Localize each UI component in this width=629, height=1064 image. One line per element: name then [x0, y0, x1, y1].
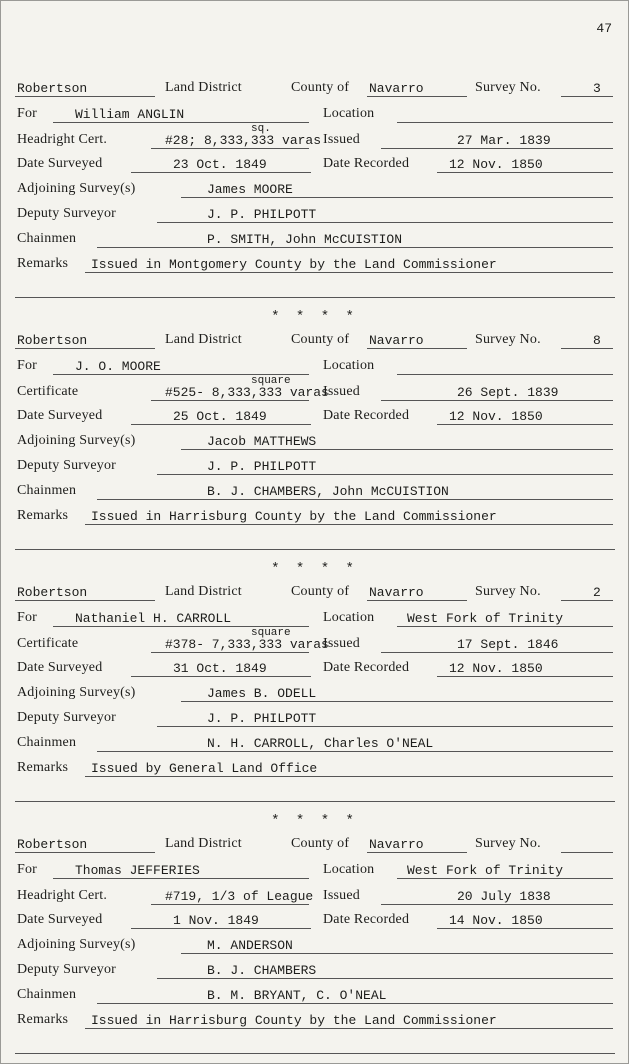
district-underline [15, 600, 155, 601]
adjoining-row [1, 178, 628, 200]
chainmen-label: Chainmen [17, 231, 77, 246]
issued-value: 27 Mar. 1839 [457, 133, 551, 148]
deputy-value: J. P. PHILPOTT [207, 207, 317, 222]
adjoining-underline [181, 449, 613, 450]
date-recorded-label: Date Recorded [323, 660, 410, 675]
survey-record [1, 329, 628, 549]
location-underline [397, 878, 613, 879]
remarks-row [1, 1009, 628, 1031]
county-value: Navarro [369, 81, 424, 96]
remarks-underline [85, 776, 613, 777]
remarks-row [1, 757, 628, 779]
date-surveyed-label: Date Surveyed [17, 912, 103, 927]
issued-value: 20 July 1838 [457, 889, 551, 904]
deputy-value: B. J. CHAMBERS [207, 963, 317, 978]
certificate-label: Headright Cert. [17, 888, 108, 903]
deputy-underline [157, 474, 613, 475]
issued-label: Issued [323, 132, 360, 147]
issued-label: Issued [323, 888, 360, 903]
recorded-underline [437, 424, 613, 425]
grantee-row [1, 355, 628, 377]
location-value: West Fork of Trinity [407, 863, 564, 878]
land-district-label: Land District [165, 332, 242, 347]
certificate-value: #525- 8,333,333 varas [165, 385, 329, 400]
dates-row [1, 657, 628, 679]
date-surveyed-label: Date Surveyed [17, 660, 103, 675]
deputy-underline [157, 222, 613, 223]
remarks-underline [85, 1028, 613, 1029]
deputy-value: J. P. PHILPOTT [207, 711, 317, 726]
grantee-value: William ANGLIN [75, 107, 185, 122]
county-of-label: County of [291, 584, 350, 599]
issued-underline [381, 148, 613, 149]
county-underline [367, 852, 467, 853]
survey-no-value: 3 [593, 81, 601, 96]
county-underline [367, 96, 467, 97]
district-value: Robertson [17, 585, 88, 600]
county-value: Navarro [369, 837, 424, 852]
date-recorded-label: Date Recorded [323, 408, 410, 423]
survey-record [1, 581, 628, 801]
survey-record [1, 77, 628, 297]
adjoining-row [1, 682, 628, 704]
grantee-value: Thomas JEFFERIES [75, 863, 200, 878]
location-underline [397, 122, 613, 123]
blank-rule [15, 801, 615, 802]
issued-underline [381, 652, 613, 653]
adjoining-label: Adjoining Survey(s) [17, 433, 136, 448]
location-label: Location [323, 358, 375, 373]
district-row [1, 581, 628, 603]
survey-no-value: 8 [593, 333, 601, 348]
survey-no-label: Survey No. [475, 332, 541, 347]
grantee-row [1, 103, 628, 125]
certificate-row [1, 885, 628, 907]
location-value: West Fork of Trinity [407, 611, 564, 626]
square-mark: square [251, 375, 291, 387]
chainmen-value: B. J. CHAMBERS, John McCUISTION [207, 484, 449, 499]
district-row [1, 833, 628, 855]
county-underline [367, 600, 467, 601]
chainmen-row [1, 732, 628, 754]
deputy-label: Deputy Surveyor [17, 206, 117, 221]
chainmen-label: Chainmen [17, 735, 77, 750]
dates-row [1, 153, 628, 175]
certificate-underline [151, 652, 309, 653]
location-underline [397, 374, 613, 375]
chainmen-row [1, 228, 628, 250]
district-underline [15, 852, 155, 853]
issued-underline [381, 400, 613, 401]
remarks-value: Issued in Montgomery County by the Land Commissioner [91, 257, 497, 272]
page-number: 47 [596, 21, 612, 36]
land-district-label: Land District [165, 836, 242, 851]
remarks-label: Remarks [17, 508, 69, 523]
chainmen-value: B. M. BRYANT, C. O'NEAL [207, 988, 387, 1003]
remarks-value: Issued by General Land Office [91, 761, 318, 776]
survey-no-underline [561, 852, 613, 853]
location-underline [397, 626, 613, 627]
issued-value: 26 Sept. 1839 [457, 385, 559, 400]
district-row [1, 77, 628, 99]
blank-rule [15, 297, 615, 298]
survey-no-label: Survey No. [475, 80, 541, 95]
county-underline [367, 348, 467, 349]
certificate-label: Headright Cert. [17, 132, 108, 147]
grantee-underline [53, 878, 309, 879]
adjoining-value: M. ANDERSON [207, 938, 293, 953]
county-value: Navarro [369, 333, 424, 348]
county-of-label: County of [291, 836, 350, 851]
certificate-label: Certificate [17, 384, 79, 399]
certificate-value: #28; 8,333,333 varas [165, 133, 322, 148]
record-separator: * * * * [271, 309, 358, 325]
survey-no-underline [561, 96, 613, 97]
chainmen-value: P. SMITH, John McCUISTION [207, 232, 403, 247]
survey-no-value: 2 [593, 585, 601, 600]
blank-rule [15, 549, 615, 550]
district-value: Robertson [17, 837, 88, 852]
certificate-value: #719, 1/3 of League [165, 889, 314, 904]
certificate-value: #378- 7,333,333 varas [165, 637, 329, 652]
surveyed-underline [131, 424, 311, 425]
survey-no-label: Survey No. [475, 836, 541, 851]
adjoining-underline [181, 953, 613, 954]
location-label: Location [323, 610, 375, 625]
certificate-label: Certificate [17, 636, 79, 651]
county-of-label: County of [291, 332, 350, 347]
remarks-label: Remarks [17, 1012, 69, 1027]
remarks-underline [85, 272, 613, 273]
adjoining-label: Adjoining Survey(s) [17, 685, 136, 700]
grantee-value: Nathaniel H. CARROLL [75, 611, 232, 626]
county-of-label: County of [291, 80, 350, 95]
remarks-underline [85, 524, 613, 525]
survey-record [1, 833, 628, 1053]
adjoining-row [1, 430, 628, 452]
certificate-underline [151, 904, 309, 905]
recorded-underline [437, 676, 613, 677]
adjoining-value: James B. ODELL [207, 686, 317, 701]
record-separator: * * * * [271, 561, 358, 577]
chainmen-underline [97, 751, 613, 752]
issued-label: Issued [323, 636, 360, 651]
recorded-value: 14 Nov. 1850 [449, 913, 543, 928]
chainmen-underline [97, 247, 613, 248]
for-label: For [17, 610, 38, 625]
land-district-label: Land District [165, 584, 242, 599]
location-label: Location [323, 106, 375, 121]
certificate-underline [151, 148, 309, 149]
grantee-value: J. O. MOORE [75, 359, 161, 374]
location-label: Location [323, 862, 375, 877]
recorded-underline [437, 928, 613, 929]
blank-rule [15, 1053, 615, 1054]
certificate-underline [151, 400, 309, 401]
remarks-value: Issued in Harrisburg County by the Land Commissioner [91, 509, 497, 524]
chainmen-row [1, 480, 628, 502]
date-recorded-label: Date Recorded [323, 912, 410, 927]
recorded-value: 12 Nov. 1850 [449, 661, 543, 676]
adjoining-underline [181, 197, 613, 198]
chainmen-value: N. H. CARROLL, Charles O'NEAL [207, 736, 434, 751]
date-surveyed-label: Date Surveyed [17, 408, 103, 423]
certificate-row [1, 123, 628, 151]
surveyed-value: 31 Oct. 1849 [173, 661, 267, 676]
adjoining-value: James MOORE [207, 182, 293, 197]
deputy-underline [157, 978, 613, 979]
grantee-row [1, 859, 628, 881]
remarks-label: Remarks [17, 256, 69, 271]
survey-no-label: Survey No. [475, 584, 541, 599]
for-label: For [17, 862, 38, 877]
deputy-row [1, 203, 628, 225]
surveyed-value: 1 Nov. 1849 [173, 913, 259, 928]
dates-row [1, 909, 628, 931]
surveyed-underline [131, 676, 311, 677]
recorded-underline [437, 172, 613, 173]
deputy-row [1, 959, 628, 981]
adjoining-label: Adjoining Survey(s) [17, 937, 136, 952]
recorded-value: 12 Nov. 1850 [449, 409, 543, 424]
deputy-underline [157, 726, 613, 727]
county-value: Navarro [369, 585, 424, 600]
chainmen-row [1, 984, 628, 1006]
for-label: For [17, 358, 38, 373]
chainmen-underline [97, 1003, 613, 1004]
adjoining-row [1, 934, 628, 956]
deputy-label: Deputy Surveyor [17, 458, 117, 473]
grantee-row [1, 607, 628, 629]
chainmen-underline [97, 499, 613, 500]
deputy-row [1, 707, 628, 729]
district-value: Robertson [17, 81, 88, 96]
certificate-row [1, 627, 628, 655]
adjoining-underline [181, 701, 613, 702]
date-surveyed-label: Date Surveyed [17, 156, 103, 171]
chainmen-label: Chainmen [17, 987, 77, 1002]
record-separator: * * * * [271, 813, 358, 829]
issued-value: 17 Sept. 1846 [457, 637, 559, 652]
issued-underline [381, 904, 613, 905]
recorded-value: 12 Nov. 1850 [449, 157, 543, 172]
square-mark: square [251, 627, 291, 639]
issued-label: Issued [323, 384, 360, 399]
chainmen-label: Chainmen [17, 483, 77, 498]
surveyed-value: 25 Oct. 1849 [173, 409, 267, 424]
adjoining-value: Jacob MATTHEWS [207, 434, 317, 449]
deputy-value: J. P. PHILPOTT [207, 459, 317, 474]
land-district-label: Land District [165, 80, 242, 95]
deputy-label: Deputy Surveyor [17, 962, 117, 977]
surveyed-underline [131, 172, 311, 173]
date-recorded-label: Date Recorded [323, 156, 410, 171]
district-value: Robertson [17, 333, 88, 348]
remarks-row [1, 505, 628, 527]
square-mark: sq. [251, 123, 271, 135]
district-underline [15, 96, 155, 97]
certificate-row [1, 375, 628, 403]
for-label: For [17, 106, 38, 121]
remarks-value: Issued in Harrisburg County by the Land Commissioner [91, 1013, 497, 1028]
survey-no-underline [561, 348, 613, 349]
adjoining-label: Adjoining Survey(s) [17, 181, 136, 196]
deputy-row [1, 455, 628, 477]
survey-no-underline [561, 600, 613, 601]
remarks-label: Remarks [17, 760, 69, 775]
district-row [1, 329, 628, 351]
surveyed-value: 23 Oct. 1849 [173, 157, 267, 172]
deputy-label: Deputy Surveyor [17, 710, 117, 725]
district-underline [15, 348, 155, 349]
surveyed-underline [131, 928, 311, 929]
remarks-row [1, 253, 628, 275]
dates-row [1, 405, 628, 427]
